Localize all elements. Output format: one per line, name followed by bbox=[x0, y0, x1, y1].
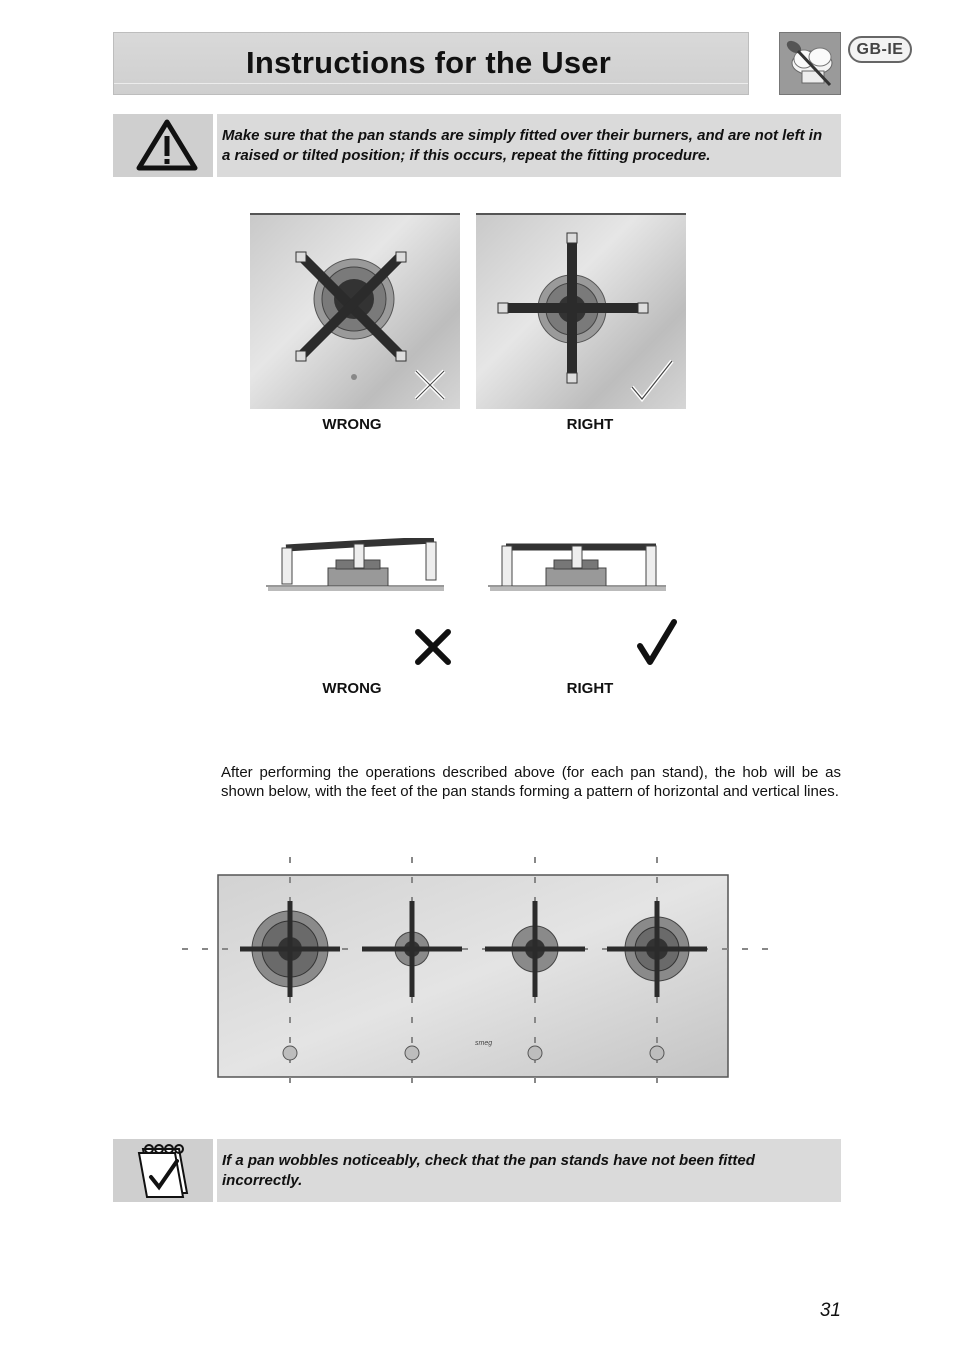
cross-icon bbox=[414, 628, 452, 671]
cross-icon bbox=[416, 371, 444, 399]
warning-icon-cell bbox=[113, 114, 213, 177]
notepad-check-icon bbox=[113, 1139, 213, 1202]
warning-note bbox=[113, 114, 841, 177]
language-badge: GB-IE bbox=[848, 36, 912, 63]
warning-triangle-icon bbox=[113, 114, 213, 177]
tip-icon-cell bbox=[113, 1139, 213, 1202]
tip-text: If a pan wobbles noticeably, check that the pan stands have not been fitted incorrectly. bbox=[222, 1152, 755, 1189]
chef-spoon-icon bbox=[779, 32, 841, 95]
hob-brand-text: smeg bbox=[475, 1040, 493, 1047]
page-title: Instructions for the User bbox=[246, 45, 611, 80]
right-pan-stand-photo bbox=[476, 213, 686, 409]
warning-text-cell bbox=[217, 114, 841, 177]
warning-text: Make sure that the pan stands are simply fitted over their burners, and are not left in a raised or tilted position; if this occurs, repeat the fitting procedure. bbox=[222, 127, 823, 164]
right-side-view bbox=[488, 538, 668, 599]
wrong-side-view bbox=[266, 538, 446, 599]
hob-diagram bbox=[180, 855, 780, 1100]
wrong-caption-side: WRONG bbox=[322, 680, 382, 697]
page-number: 31 bbox=[819, 1300, 841, 1321]
check-icon bbox=[636, 618, 678, 671]
check-icon bbox=[632, 361, 672, 399]
wrong-caption-top: WRONG bbox=[322, 416, 382, 433]
tip-note bbox=[113, 1139, 841, 1202]
body-paragraph: After performing the operations described above (for each pan stand), the hob will be as shown below, with the feet of the pan stands forming a pattern of horizontal and vertical lines. bbox=[221, 764, 841, 800]
right-caption-side: RIGHT bbox=[566, 680, 614, 697]
tip-text-cell bbox=[217, 1139, 841, 1202]
wrong-pan-stand-photo bbox=[250, 213, 460, 409]
right-caption-top: RIGHT bbox=[566, 416, 614, 433]
title-bar bbox=[113, 32, 749, 95]
